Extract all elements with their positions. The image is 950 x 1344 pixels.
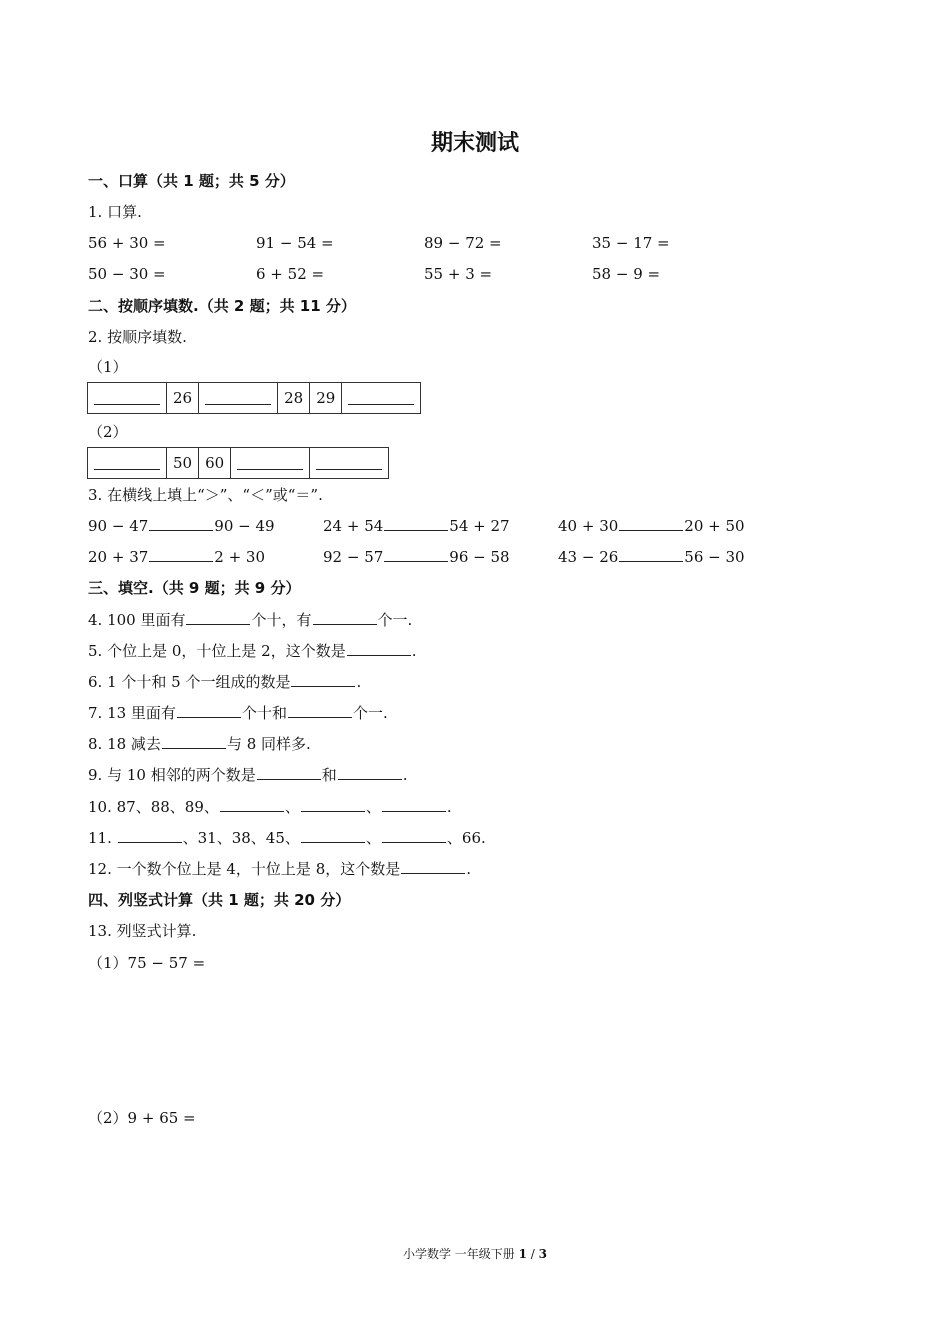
section-heading-4: 四、列竖式计算（共 1 题；共 20 分） (88, 891, 351, 909)
answer-blank[interactable] (382, 797, 446, 812)
answer-blank[interactable] (88, 383, 167, 414)
section-heading-1: 一、口算（共 1 题；共 5 分） (88, 172, 295, 190)
compare-item: 24 + 54 54 + 27 (323, 517, 510, 535)
answer-blank[interactable] (384, 547, 448, 562)
answer-blank[interactable] (288, 703, 352, 718)
answer-blank[interactable] (199, 383, 278, 414)
question-4: 4. 100 里面有 个十，有 个一. (88, 611, 413, 629)
compare-item: 90 − 47 90 − 49 (88, 517, 275, 535)
compare-item: 43 − 26 56 − 30 (558, 548, 745, 566)
answer-blank[interactable] (118, 828, 182, 843)
answer-blank[interactable] (220, 797, 284, 812)
compare-item: 20 + 37 2 + 30 (88, 548, 266, 566)
sequence-table-2 (87, 447, 389, 479)
sequence-cell: 26 (167, 383, 199, 414)
sequence-cell: 50 (167, 448, 199, 479)
answer-blank[interactable] (342, 383, 421, 414)
answer-blank[interactable] (186, 610, 250, 625)
answer-blank[interactable] (401, 859, 465, 874)
page-separator: / (526, 1247, 539, 1261)
question-7: 7. 13 里面有 个十和 个一. (88, 704, 388, 722)
part-label: （2） (88, 423, 128, 441)
answer-blank[interactable] (313, 610, 377, 625)
answer-blank[interactable] (619, 516, 683, 531)
question-11: 11. 、31、38、45、 、 、66. (88, 829, 486, 847)
part-label: （1）75 − 57 = (88, 954, 206, 972)
page-title: 期末测试 (430, 131, 519, 156)
question-6: 6. 1 个十和 5 个一组成的数是 . (88, 673, 362, 691)
question-2: 2. 按顺序填数. (88, 328, 187, 346)
answer-blank[interactable] (257, 765, 321, 780)
page-total: 3 (538, 1247, 548, 1261)
sequence-table-1 (87, 382, 421, 414)
answer-blank[interactable] (149, 547, 213, 562)
sequence-cell: 60 (199, 448, 231, 479)
calc-item: 55 + 3 = (424, 265, 493, 283)
question-3: 3. 在横线上填上“＞”、“＜”或“＝”. (88, 486, 323, 504)
section-heading-2: 二、按顺序填数.（共 2 题；共 11 分） (88, 297, 356, 315)
answer-blank[interactable] (88, 448, 167, 479)
answer-blank[interactable] (162, 734, 226, 749)
calc-item: 35 − 17 = (592, 234, 670, 252)
answer-blank[interactable] (382, 828, 446, 843)
question-8: 8. 18 减去 与 8 同样多. (88, 735, 311, 753)
answer-blank[interactable] (301, 797, 365, 812)
footer-text: 小学数学 一年级下册 (402, 1247, 515, 1261)
calc-item: 56 + 30 = (88, 234, 166, 252)
answer-blank[interactable] (231, 448, 310, 479)
calc-item: 58 − 9 = (592, 265, 661, 283)
section-heading-3: 三、填空.（共 9 题；共 9 分） (88, 579, 301, 597)
answer-blank[interactable] (384, 516, 448, 531)
compare-item: 40 + 30 20 + 50 (558, 517, 745, 535)
question-9: 9. 与 10 相邻的两个数是 和 . (88, 766, 408, 784)
calc-item: 91 − 54 = (256, 234, 334, 252)
answer-blank[interactable] (338, 765, 402, 780)
answer-blank[interactable] (291, 672, 355, 687)
question-1: 1. 口算. (88, 203, 142, 221)
calc-item: 89 − 72 = (424, 234, 502, 252)
answer-blank[interactable] (347, 641, 411, 656)
question-5: 5. 个位上是 0，十位上是 2，这个数是 . (88, 642, 417, 660)
sequence-cell: 29 (310, 383, 342, 414)
answer-blank[interactable] (310, 448, 389, 479)
question-12: 12. 一个数个位上是 4，十位上是 8，这个数是 . (88, 860, 472, 878)
answer-blank[interactable] (149, 516, 213, 531)
part-label: （1） (88, 358, 128, 376)
question-10: 10. 87、88、89、 、 、 . (88, 798, 452, 816)
part-label: （2）9 + 65 = (88, 1109, 196, 1127)
page-number: 1 (518, 1247, 527, 1261)
answer-blank[interactable] (177, 703, 241, 718)
question-13: 13. 列竖式计算. (88, 922, 197, 940)
calc-item: 50 − 30 = (88, 265, 166, 283)
answer-blank[interactable] (301, 828, 365, 843)
compare-item: 92 − 57 96 − 58 (323, 548, 510, 566)
calc-item: 6 + 52 = (256, 265, 325, 283)
sequence-cell: 28 (278, 383, 310, 414)
answer-blank[interactable] (619, 547, 683, 562)
page-footer (0, 1245, 950, 1262)
